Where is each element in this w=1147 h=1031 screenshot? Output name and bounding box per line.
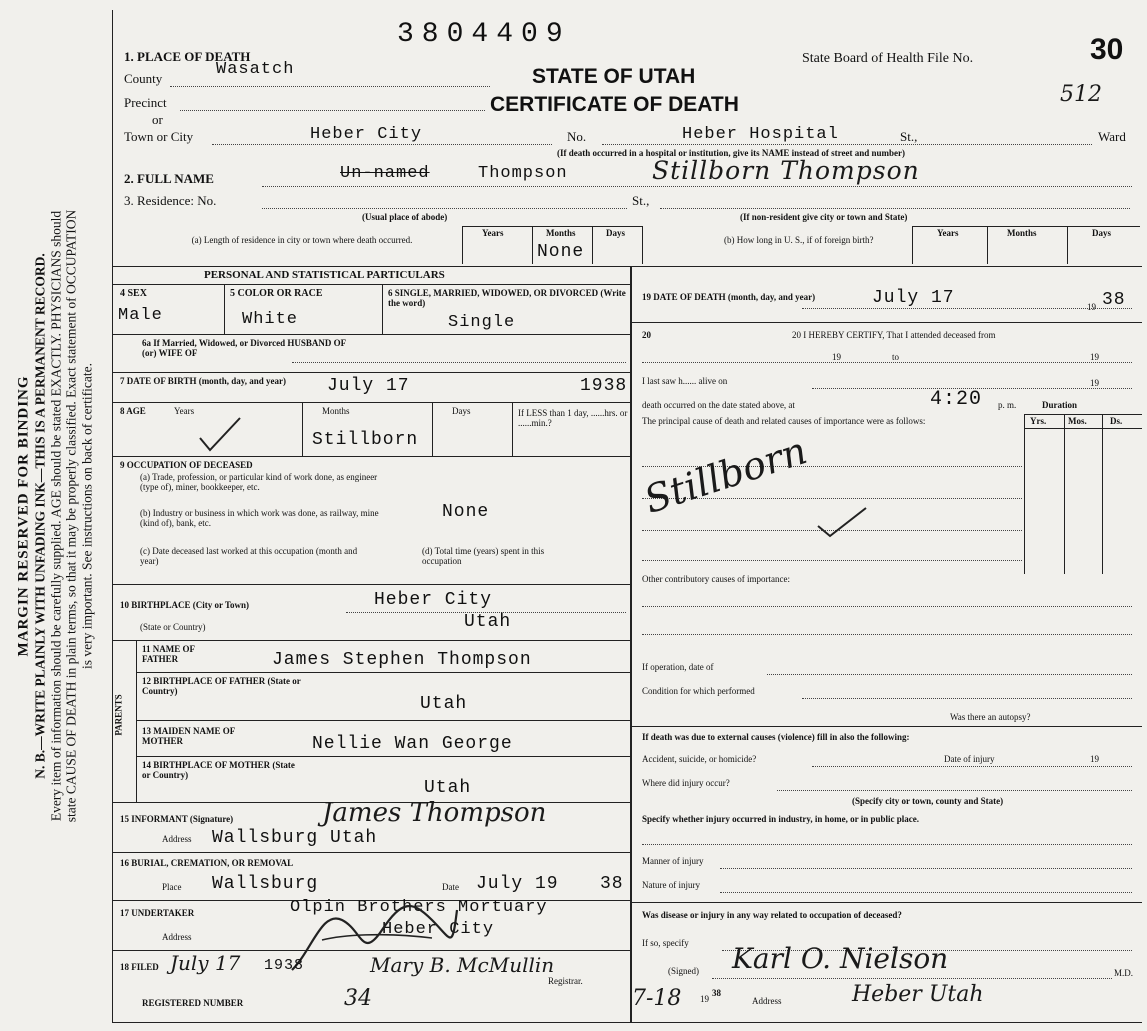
md-label: M.D. [1114, 968, 1134, 978]
age-months: Months [322, 406, 350, 416]
nature-line [720, 892, 1132, 893]
margin-line-3: Every item of information should be carefully supplied. AGE should be stated EXACTLY. PHYSICIANS should [48, 210, 64, 821]
cause-of-death: Stillborn [639, 428, 813, 522]
length-box-r [642, 226, 643, 264]
length-label: (a) Length of residence in city or town where death occurred. [191, 235, 413, 245]
parents-divider [136, 640, 137, 802]
or-label: or [152, 112, 163, 127]
dur-col-1 [1024, 414, 1025, 574]
occupation-label: 9 OCCUPATION OF DECEASED [120, 460, 253, 470]
place-of-death-label: 1. PLACE OF DEATH [124, 49, 251, 64]
dur-mos: Mos. [1068, 416, 1087, 426]
us-label: (b) How long in U. S., if of foreign birth? [724, 235, 874, 245]
street-no-label: No. [567, 129, 587, 144]
color-value: White [242, 310, 299, 329]
phys-address: Heber Utah [852, 982, 984, 1007]
dob-label: 7 DATE OF BIRTH (month, day, and year) [120, 376, 286, 386]
signed-line [712, 978, 1112, 979]
age-value: Stillborn [312, 430, 419, 450]
row-rule-3 [112, 402, 630, 403]
us-box-2 [1067, 226, 1068, 264]
margin-line-1: MARGIN RESERVED FOR BINDING [15, 374, 32, 657]
duration-label: Duration [1042, 400, 1078, 410]
certify-label: 20 I HEREBY CERTIFY, That I attended deceased from [792, 330, 996, 340]
certify-to: to [892, 352, 900, 362]
undertaker-address: Heber City [382, 920, 495, 939]
burial-place: Wallsburg [212, 874, 319, 894]
row-rule-1 [112, 334, 630, 335]
signed-label: (Signed) [668, 966, 699, 976]
name-typed: Thompson [478, 164, 568, 183]
certificate-title: CERTIFICATE OF DEATH [490, 93, 739, 116]
sign-year-prefix: 19 [700, 994, 709, 1004]
us-box-top [912, 226, 1140, 227]
section-header: PERSONAL AND STATISTICAL PARTICULARS [204, 269, 445, 281]
father-label: 11 NAME OF FATHER [142, 644, 195, 664]
length-box-top [462, 226, 642, 227]
frame-left [112, 10, 113, 1022]
town-value: Heber City [310, 125, 423, 144]
operation-label: If operation, date of [642, 662, 714, 672]
death-occurred-label: death occurred on the date stated above, at [642, 400, 795, 410]
undertaker-value: Olpin Brothers Mortuary [290, 898, 548, 917]
manner-line [720, 868, 1132, 869]
certify-line [642, 362, 1132, 363]
specify-city: (Specify city or town, county and State) [852, 796, 1004, 806]
dob-year: 1938 [580, 376, 628, 396]
accident-line [812, 766, 1132, 767]
certify-to-prefix: 19 [1090, 352, 1099, 362]
sex-value: Male [118, 306, 163, 325]
burial-place-label: Place [162, 882, 182, 892]
ward-label: Ward [1098, 129, 1126, 144]
row-rule-9 [136, 756, 630, 757]
certificate-form [112, 10, 1142, 1025]
filed-year: 1938 [264, 957, 305, 974]
age-years: Years [174, 406, 195, 416]
occupation-d: (d) Total time (years) spent in this occupation [422, 546, 545, 566]
length-years: Years [482, 228, 504, 238]
row-rule-6 [112, 640, 630, 641]
time-of-death: 4:20 [930, 388, 983, 411]
burial-year: 38 [600, 874, 624, 894]
age-less-label: If LESS than 1 day, ......hrs. or ......min.? [518, 408, 628, 428]
county-label: County [124, 71, 163, 86]
row-rule-8 [136, 720, 630, 721]
length-box-2 [592, 226, 593, 264]
registrar-label: Registrar. [548, 976, 583, 986]
spouse-line [292, 362, 626, 363]
age-days: Days [452, 406, 471, 416]
registered-number: 34 [344, 986, 372, 1011]
town-label: Town or City [124, 129, 194, 144]
burial-date: July 19 [476, 874, 559, 894]
us-box-l [912, 226, 913, 264]
dur-col-2 [1064, 414, 1065, 574]
burial-date-label: Date [442, 882, 459, 892]
county-value: Wasatch [216, 60, 295, 79]
autopsy-label: Was there an autopsy? [950, 712, 1031, 722]
precinct-line [180, 110, 485, 111]
name-handwritten: Stillborn Thompson [652, 156, 920, 185]
st-label: St., [900, 129, 918, 144]
injury-date-prefix: 19 [1090, 754, 1099, 764]
us-box-1 [987, 226, 988, 264]
specify-industry: Specify whether injury occurred in industry, in home, or in public place. [642, 814, 920, 824]
industry-line [642, 844, 1132, 845]
time-suffix: p. m. [998, 400, 1017, 410]
occupation-value: None [442, 502, 490, 522]
marital-label: 6 SINGLE, MARRIED, WIDOWED, OR DIVORCED (Write the word) [388, 288, 626, 308]
undertaker-label: 17 UNDERTAKER [120, 908, 195, 918]
informant-address-label: Address [162, 834, 192, 844]
sign-year: 38 [712, 988, 721, 998]
abode-note: (Usual place of abode) [362, 212, 448, 222]
full-name-label: 2. FULL NAME [124, 171, 214, 186]
name-struck: Un-named [340, 164, 430, 183]
mother-value: Nellie Wan George [312, 734, 513, 754]
sex-label: 4 SEX [120, 288, 147, 299]
mother-label: 13 MAIDEN NAME OF MOTHER [142, 726, 235, 746]
last-saw-prefix: 19 [1090, 378, 1099, 388]
residence-st-line [660, 208, 1130, 209]
birthplace-city: Heber City [374, 590, 493, 610]
certificate-number: 3804409 [397, 19, 571, 50]
where-label: Where did injury occur? [642, 778, 730, 788]
row-rule-4 [112, 456, 630, 457]
father-birth-value: Utah [420, 694, 468, 714]
occupation-b: (b) Industry or business in which work was done, as railway, mine (kind of), bank, etc. [140, 508, 379, 528]
manner-label: Manner of injury [642, 856, 704, 866]
margin-line-2: N. B.—WRITE PLAINLY WITH UNFADING INK—THIS IS A PERMANENT RECORD. [32, 252, 48, 779]
age-label: 8 AGE [120, 406, 146, 416]
father-birth-label: 12 BIRTHPLACE OF FATHER (State or Country) [142, 676, 301, 696]
row-rule-2 [112, 372, 630, 373]
dur-ds: Ds. [1110, 416, 1123, 426]
color-label: 5 COLOR OR RACE [230, 288, 323, 299]
state-title: STATE OF UTAH [532, 65, 696, 88]
margin-instructions [15, 209, 94, 822]
spouse-label: 6a If Married, Widowed, or Divorced HUSBAND OF (or) WIFE OF [142, 338, 346, 358]
marital-value: Single [448, 313, 516, 332]
informant-address: Wallsburg Utah [212, 828, 378, 848]
sex-divider [224, 284, 225, 334]
registered-label: REGISTERED NUMBER [142, 998, 244, 1008]
residence-st-label: St., [632, 193, 650, 208]
age-div-1 [302, 402, 303, 456]
birthplace-state-label: (State or Country) [140, 622, 206, 632]
condition-label: Condition for which performed [642, 686, 755, 696]
row-rule-11 [112, 852, 630, 853]
filed-value: July 17 [170, 951, 241, 975]
right-rule-2 [630, 726, 1142, 727]
birthplace-label: 10 BIRTHPLACE (City or Town) [120, 600, 250, 610]
occupation-a: (a) Trade, profession, or particular kind of work done, as engineer (type of), miner, bookkeeper, etc. [140, 472, 378, 492]
name-line [262, 186, 1132, 187]
where-line [777, 790, 1132, 791]
length-box-l [462, 226, 463, 264]
if-so-label: If so, specify [642, 938, 689, 948]
residence-label: 3. Residence: No. [124, 193, 217, 208]
age-div-2 [432, 402, 433, 456]
phys-address-label: Address [752, 996, 782, 1006]
hospital-note: (If death occurred in a hospital or institution, give its NAME instead of street and number) [557, 148, 906, 158]
row-rule-5 [112, 584, 630, 585]
margin-line-4: state CAUSE OF DEATH in plain terms, so that it may be properly classified. Exact statement of OCCUPATION [63, 209, 79, 822]
physician-signature: Karl O. Nielson [732, 942, 949, 975]
certify-from-prefix: 19 [832, 352, 841, 362]
street-line [602, 144, 1092, 145]
father-value: James Stephen Thompson [272, 650, 532, 670]
certify-index: 20 [642, 330, 651, 340]
county-line [170, 86, 490, 87]
residence-line [262, 208, 627, 209]
dod-label: 19 DATE OF DEATH (month, day, and year) [642, 292, 816, 302]
registrar-signature: Mary B. McMullin [370, 953, 555, 977]
file-no: 30 [1090, 33, 1124, 66]
dod-year: 38 [1102, 290, 1126, 310]
dod-prefix: 19 [1087, 302, 1096, 312]
contributory-label: Other contributory causes of importance: [642, 574, 790, 584]
precinct-label: Precinct [124, 95, 167, 110]
dur-col-3 [1102, 414, 1103, 574]
right-rule-3 [630, 902, 1142, 903]
length-days: Days [606, 228, 626, 238]
external-label: If death was due to external causes (violence) fill in also the following: [642, 732, 910, 742]
binding-margin [0, 0, 110, 1031]
dod-value: July 17 [872, 288, 955, 308]
nonres-note: (If non-resident give city or town and State) [740, 212, 908, 222]
dur-head [1024, 428, 1142, 429]
dur-top [1024, 414, 1142, 415]
us-months: Months [1007, 228, 1037, 238]
birthplace-state: Utah [464, 612, 512, 632]
cause-check-mark [812, 500, 872, 540]
margin-line-5: is very important. See instructions on back of certificate. [79, 362, 95, 669]
file-sub-no: 512 [1060, 82, 1102, 107]
dur-yrs: Yrs. [1030, 416, 1047, 426]
informant-signature: James Thompson [322, 798, 547, 828]
age-div-3 [512, 402, 513, 456]
length-months: Months [546, 228, 576, 238]
occupation-c: (c) Date deceased last worked at this occupation (month and year) [140, 546, 358, 566]
occ-related-label: Was disease or injury in any way related to occupation of deceased? [642, 910, 902, 920]
file-no-label: State Board of Health File No. [802, 51, 974, 66]
dod-line [802, 308, 1132, 309]
center-divider [630, 266, 632, 1022]
operation-line [767, 674, 1132, 675]
length-value: None [537, 242, 585, 262]
nature-label: Nature of injury [642, 880, 700, 890]
undertaker-address-label: Address [162, 932, 192, 942]
accident-label: Accident, suicide, or homicide? [642, 754, 757, 764]
us-days: Days [1092, 228, 1112, 238]
injury-date-label: Date of injury [944, 754, 995, 764]
principal-cause-label: The principal cause of death and related causes of importance were as follows: [642, 416, 926, 426]
color-divider [382, 284, 383, 334]
parents-side-label: PARENTS [113, 694, 124, 736]
length-box-1 [532, 226, 533, 264]
informant-label: 15 INFORMANT (Signature) [120, 814, 234, 824]
frame-bottom [112, 1022, 1142, 1023]
section-rule [112, 284, 630, 285]
mother-birth-value: Utah [424, 778, 472, 798]
mother-birth-label: 14 BIRTHPLACE OF MOTHER (State or Country) [142, 760, 295, 780]
section-top-rule [112, 266, 1142, 267]
last-saw-label: I last saw h...... alive on [642, 376, 728, 386]
burial-label: 16 BURIAL, CREMATION, OR REMOVAL [120, 858, 294, 868]
sign-date: 7-18 [632, 986, 682, 1011]
dob-value: July 17 [327, 376, 410, 396]
row-rule-7 [136, 672, 630, 673]
contrib-line-1 [642, 606, 1132, 607]
right-rule-1 [630, 322, 1142, 323]
cause-line-4 [642, 560, 1022, 561]
filed-label: 18 FILED [120, 962, 159, 972]
contrib-line-2 [642, 634, 1132, 635]
age-check-mark [196, 414, 246, 454]
us-years: Years [937, 228, 959, 238]
hospital-value: Heber Hospital [682, 125, 839, 144]
condition-line [802, 698, 1132, 699]
